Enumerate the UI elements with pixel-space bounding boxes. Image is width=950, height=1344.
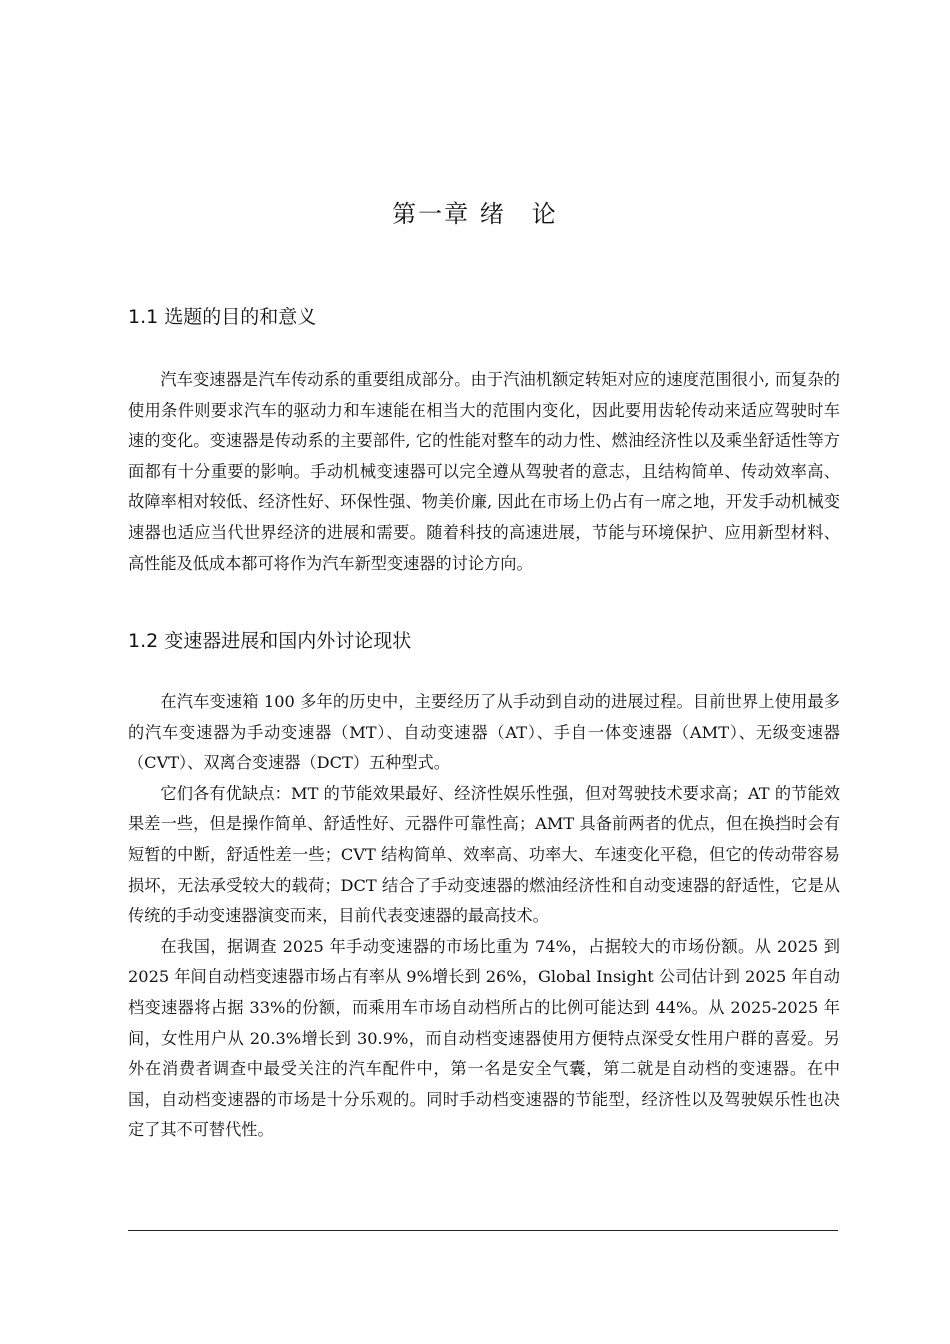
paragraph: 它们各有优缺点：MT 的节能效果最好、经济性娱乐性强，但对驾驶技术要求高；AT 的节能效果差一些，但是操作简单、舒适性好、元器件可靠性高；AMT 具备前两者的优点，但在换挡时会有短暂的中断，舒适性差一些；CVT 结构简单、效率高、功率大、车速变化平稳，但它的传动带容易损坏，无法承受较大的载荷；DCT 结合了手动变速器的燃油经济性和自动变速器的舒适性，它是从传统的手动变速器演变而来，目前代表变速器的最高技术。 [128,783,840,926]
paragraph: 在汽车变速箱 100 多年的历史中，主要经历了从手动到自动的进展过程。目前世界上使用最多的汽车变速器为手动变速器（MT）、自动变速器（AT）、手自一体变速器（AMT）、无级变速器（CVT）、双离合变速器（DCT）五种型式。 [128,692,840,773]
chapter-title: 第一章 绪 论 [392,200,558,228]
footer-divider [128,1230,838,1231]
section-heading-1-1: 1.1 选题的目的和意义 [128,306,317,328]
section-1-1-body [128,365,840,579]
paragraph: 在我国，据调查 2025 年手动变速器的市场比重为 74%，占据较大的市场份额。从 2025 到 2025 年间自动档变速器市场占有率从 9%增长到 26%，Global Insight 公司估计到 2025 年自动档变速器将占据 33%的份额，而乘用车市场自动档所占的比例可能达到 44%。从 2025-2025 年间，女性用户从 20.3%增长到 30.9%，而自动档变速器使用方便特点深受女性用户群的喜爱。另外在消费者调查中最受关注的汽车配件中，第一名是安全气囊，第二就是自动档的变速器。在中国，自动档变速器的市场是十分乐观的。同时手动档变速器的节能型，经济性以及驾驶娱乐性也决定了其不可替代性。 [128,936,840,1140]
section-heading-1-2: 1.2 变速器进展和国内外讨论现状 [128,630,412,652]
paragraph: 汽车变速器是汽车传动系的重要组成部分。由于汽油机额定转矩对应的速度范围很小, 而复杂的使用条件则要求汽车的驱动力和车速能在相当大的范围内变化，因此要用齿轮传动来适应驾驶时车速的变化。变速器是传动系的主要部件, 它的性能对整车的动力性、燃油经济性以及乘坐舒适性等方面都有十分重要的影响。手动机械变速器可以完全遵从驾驶者的意志，且结构简单、传动效率高、故障率相对较低、经济性好、环保性强、物美价廉, 因此在市场上仍占有一席之地，开发手动机械变速器也适应当代世界经济的进展和需要。随着科技的高速进展，节能与环境保护、应用新型材料、高性能及低成本都可将作为汽车新型变速器的讨论方向。 [128,370,840,573]
section-1-2-body [128,687,840,1146]
